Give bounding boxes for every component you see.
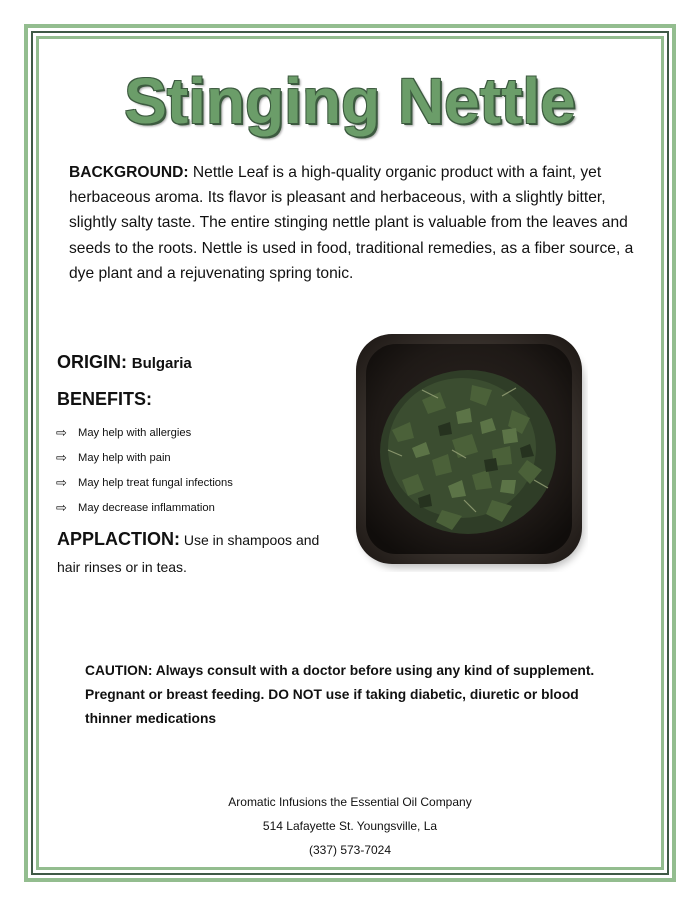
benefits-heading: BENEFITS:	[57, 389, 153, 409]
caution-text: Always consult with a doctor before using any kind of supplement. Pregnant or breast feeding. DO NOT use if taking diabetic, diuretic or blood thinner medications	[85, 663, 595, 726]
footer-phone: (337) 573-7024	[308, 843, 392, 857]
arrow-right-icon: ⇨	[56, 449, 67, 465]
benefit-text: May help with pain	[78, 451, 171, 464]
benefit-text: May decrease inflammation	[78, 501, 215, 514]
list-item	[56, 420, 336, 445]
background-text: Nettle Leaf is a high-quality organic product with a faint, yet herbaceous aroma. Its flavor is pleasant and herbaceous, with a slightly bitter, slightly salty taste. The entire stinging nettle plant is valuable from the leaves and seeds to the roots. Nettle is used in food, traditional remedies, as a fiber source, a dye plant and a rejuvenating spring tonic.	[69, 164, 634, 282]
arrow-right-icon: ⇨	[56, 499, 67, 515]
application-label: APPLACTION:	[57, 529, 180, 549]
arrow-right-icon: ⇨	[56, 474, 67, 490]
origin-label: ORIGIN:	[57, 352, 127, 372]
origin-value: Bulgaria	[131, 355, 192, 372]
page-title: Stinging Nettle	[124, 65, 576, 137]
background-section	[69, 160, 644, 286]
list-item	[56, 470, 336, 495]
footer-address: 514 Lafayette St. Youngsville, La	[262, 819, 438, 833]
application-text: Use in shampoos and hair rinses or in teas.	[57, 532, 320, 575]
benefit-text: May help with allergies	[78, 426, 192, 439]
application-section	[57, 526, 332, 581]
list-item	[56, 445, 336, 470]
footer-company: Aromatic Infusions the Essential Oil Company	[228, 795, 472, 809]
benefits-list	[56, 420, 336, 520]
arrow-right-icon: ⇨	[56, 424, 67, 440]
list-item	[56, 495, 336, 520]
leaf-pile	[380, 370, 556, 534]
caution-section	[85, 659, 625, 731]
nettle-leaf-bowl-image	[352, 330, 588, 572]
benefit-text: May help treat fungal infections	[78, 476, 233, 489]
background-label: BACKGROUND:	[69, 164, 189, 181]
origin-section	[57, 352, 192, 373]
caution-label: CAUTION:	[85, 663, 153, 678]
